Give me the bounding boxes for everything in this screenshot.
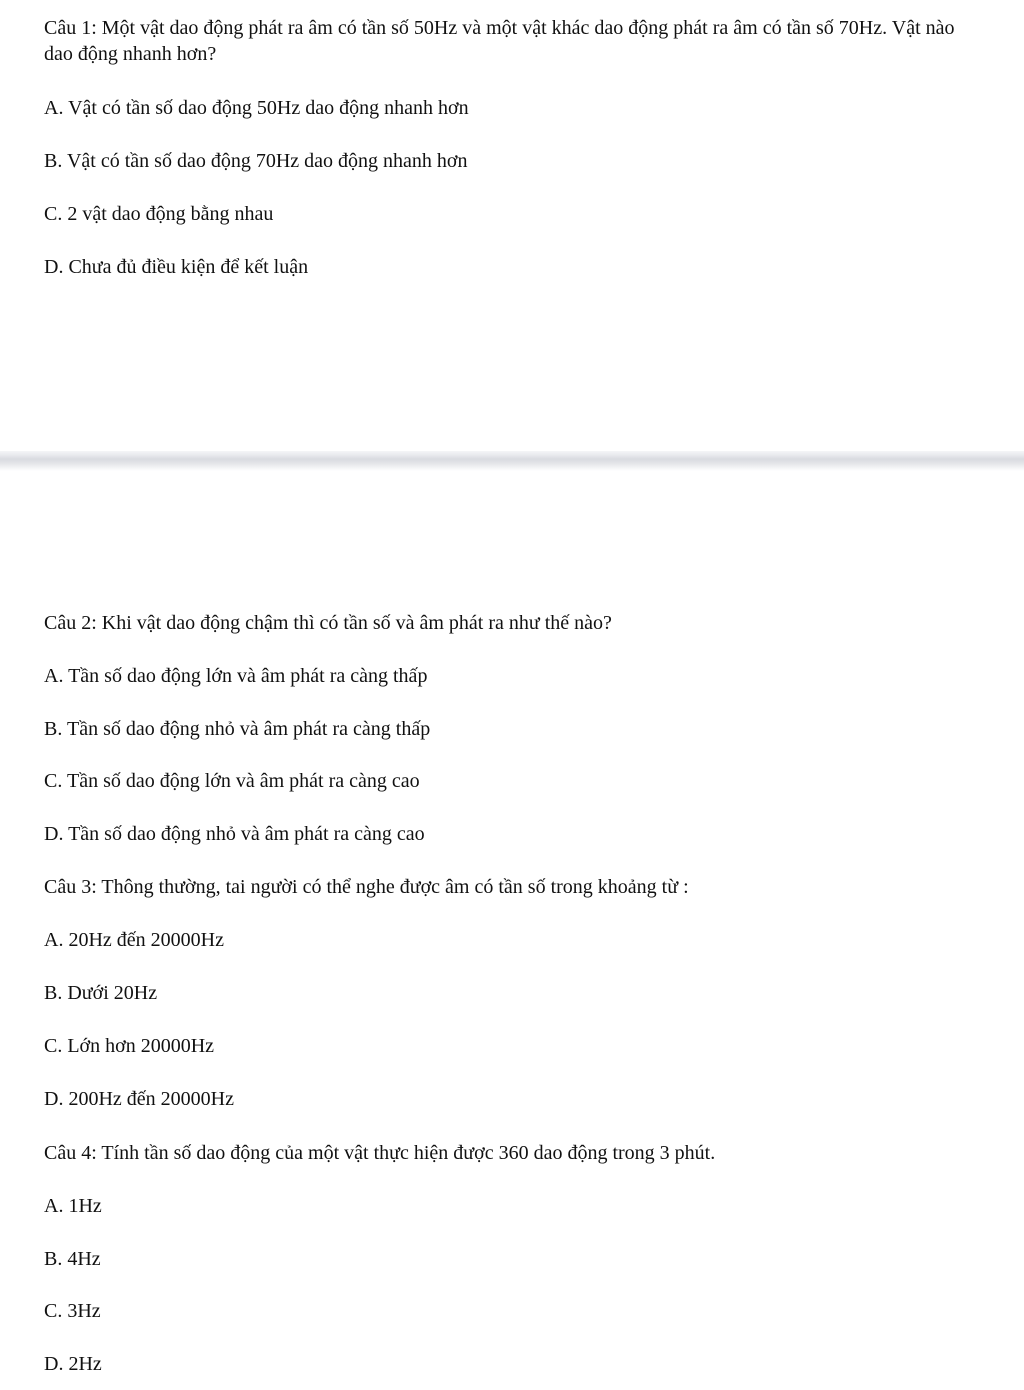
- question-1-option-d: D. Chưa đủ điều kiện để kết luận: [44, 256, 309, 278]
- question-3-option-b: B. Dưới 20Hz: [44, 982, 158, 1004]
- question-2-option-c: C. Tần số dao động lớn và âm phát ra càng cao: [44, 770, 420, 792]
- question-4-option-d: D. 2Hz: [44, 1353, 102, 1375]
- question-2-option-a: A. Tần số dao động lớn và âm phát ra càng thấp: [44, 665, 428, 687]
- question-3-text: Câu 3: Thông thường, tai người có thể nghe được âm có tần số trong khoảng từ :: [44, 876, 689, 898]
- question-4-option-c: C. 3Hz: [44, 1300, 101, 1322]
- question-4-text: Câu 4: Tính tần số dao động của một vật thực hiện được 360 dao động trong 3 phút.: [44, 1142, 716, 1164]
- question-1-text: Câu 1: Một vật dao động phát ra âm có tần số 50Hz và một vật khác dao động phát ra âm có tần số 70Hz. Vật nào dao động nhanh hơn?: [44, 17, 955, 65]
- question-2-option-b: B. Tần số dao động nhỏ và âm phát ra càng thấp: [44, 718, 431, 740]
- question-2-text: Câu 2: Khi vật dao động chậm thì có tần số và âm phát ra như thế nào?: [44, 612, 612, 634]
- question-3-option-c: C. Lớn hơn 20000Hz: [44, 1035, 215, 1057]
- question-3-option-d: D. 200Hz đến 20000Hz: [44, 1088, 234, 1110]
- question-1-option-b: B. Vật có tần số dao động 70Hz dao động nhanh hơn: [44, 150, 468, 172]
- question-1-option-a: A. Vật có tần số dao động 50Hz dao động nhanh hơn: [44, 97, 469, 119]
- question-3-option-a: A. 20Hz đến 20000Hz: [44, 929, 224, 951]
- question-1-option-c: C. 2 vật dao động bằng nhau: [44, 203, 274, 225]
- question-4-option-a: A. 1Hz: [44, 1195, 102, 1217]
- question-4-option-b: B. 4Hz: [44, 1248, 101, 1270]
- page-divider: [0, 451, 1024, 471]
- question-2-option-d: D. Tần số dao động nhỏ và âm phát ra càng cao: [44, 823, 425, 845]
